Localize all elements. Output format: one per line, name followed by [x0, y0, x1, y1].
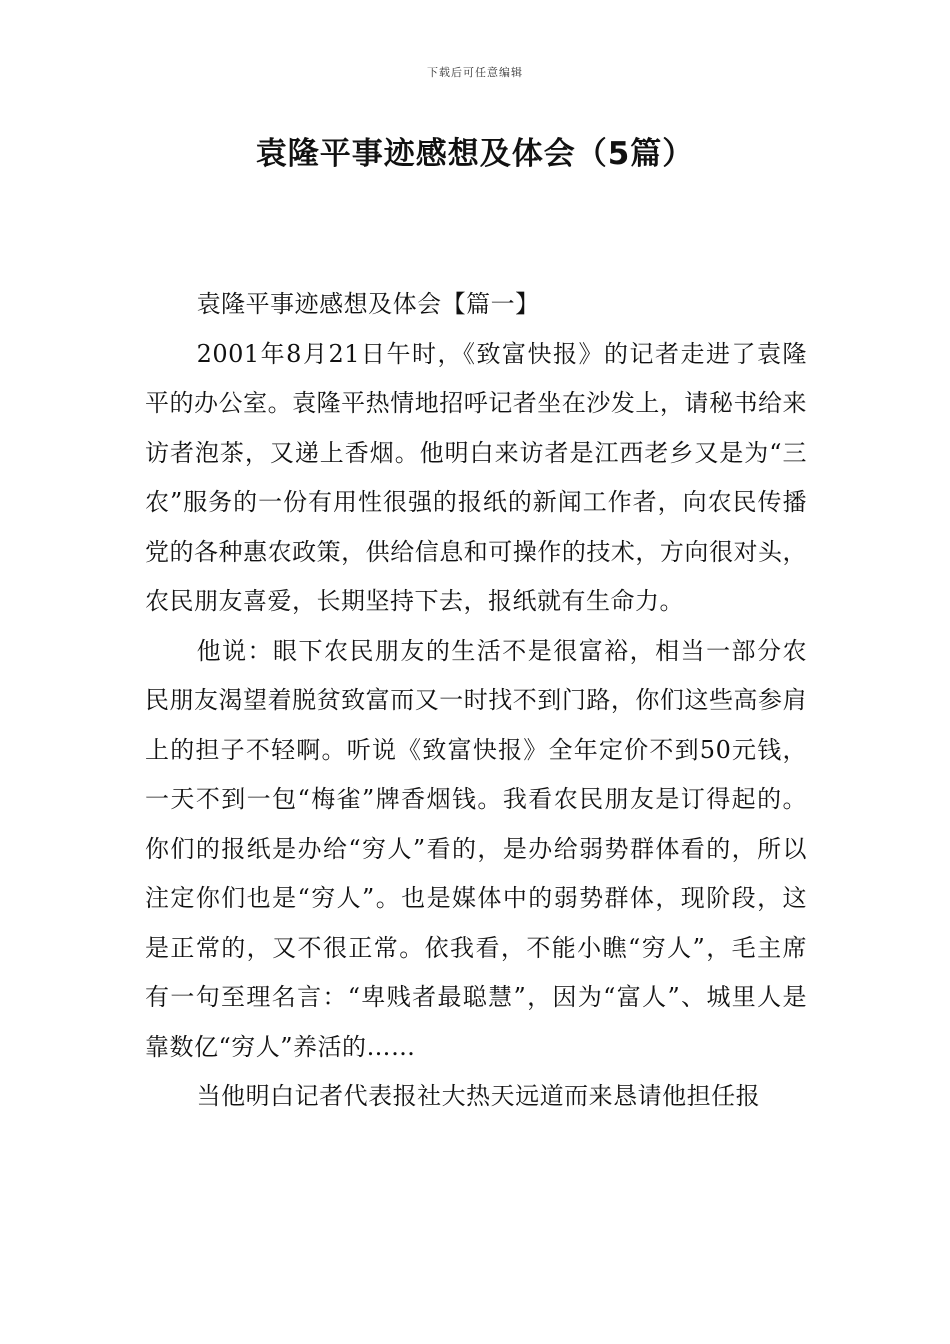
- document-body: [145, 280, 807, 1122]
- document-title: 袁隆平事迹感想及体会（5篇）: [255, 136, 695, 172]
- paragraph-2: 他说：眼下农民朋友的生活不是很富裕，相当一部分农民朋友渴望着脱贫致富而又一时找不到门路，你们这些高参肩上的担子不轻啊。听说《致富快报》全年定价不到50元钱，一天不到一包“梅雀”牌香烟钱。我看农民朋友是订得起的。你们的报纸是办给“穷人”看的，是办给弱势群体看的，所以注定你们也是“穷人”。也是媒体中的弱势群体，现阶段，这是正常的，又不很正常。依我看，不能小瞧“穷人”，毛主席有一句至理名言：“卑贱者最聪慧”，因为“富人”、城里人是靠数亿“穷人”养活的……: [145, 636, 807, 1061]
- section-heading: 袁隆平事迹感想及体会【篇一】: [196, 290, 540, 318]
- paragraph-3: 当他明白记者代表报社大热天远道而来恳请他担任报: [196, 1082, 761, 1110]
- header-note: 下载后可任意编辑: [427, 66, 523, 79]
- paragraph-1: 2001年8月21日午时，《致富快报》的记者走进了袁隆平的办公室。袁隆平热情地招呼记者坐在沙发上，请秘书给来访者泡茶，又递上香烟。他明白来访者是江西老乡又是为“三农”服务的一份有用性很强的报纸的新闻工作者，向农民传播党的各种惠农政策，供给信息和可操作的技术，方向很对头，农民朋友喜爱，长期坚持下去，报纸就有生命力。: [145, 339, 807, 615]
